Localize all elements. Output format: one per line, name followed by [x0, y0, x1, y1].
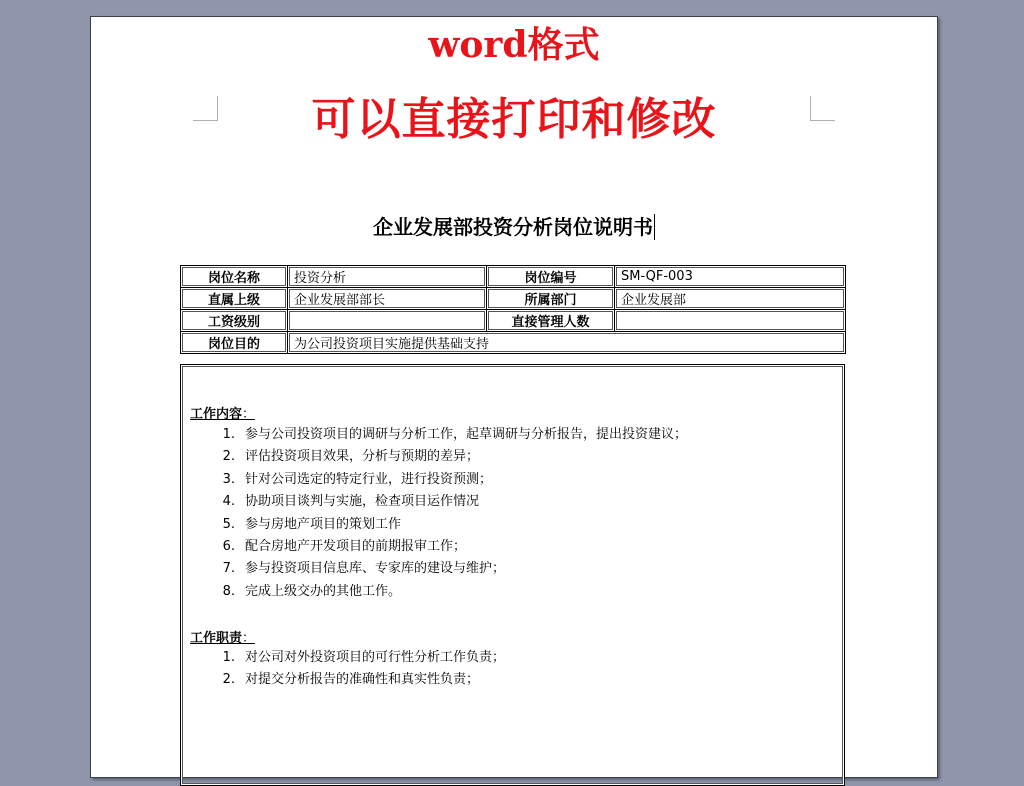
list-item: [215, 536, 687, 558]
work-content-heading: [190, 403, 255, 422]
duties-list: [215, 647, 505, 692]
list-item-number: 1.: [222, 650, 235, 665]
job-info-table: [180, 265, 846, 354]
list-item: [215, 581, 687, 603]
list-item-text: 配合房地产开发项目的前期报审工作；: [245, 538, 467, 554]
department-value[interactable]: 企业发展部: [615, 288, 846, 310]
list-item-text: 完成上级交办的其他工作。: [245, 583, 402, 599]
list-item: [215, 558, 687, 580]
text-cursor: [654, 214, 655, 240]
position-code-label: 岗位编号: [487, 266, 615, 288]
list-item-number: 4.: [222, 494, 235, 510]
position-name-label: 岗位名称: [181, 266, 288, 288]
list-item: [215, 669, 505, 691]
duties-title: 工作职责: [190, 631, 243, 646]
margin-corner-left: [193, 96, 218, 121]
list-item: [215, 514, 687, 536]
salary-grade-value[interactable]: [288, 310, 487, 332]
document-page: [90, 16, 938, 778]
list-item-number: 6.: [222, 538, 235, 554]
list-item: [215, 446, 687, 468]
position-purpose-label: 岗位目的: [181, 332, 288, 354]
position-name-value[interactable]: 投资分析: [288, 266, 487, 288]
list-item: [215, 647, 505, 669]
list-item-text: 评估投资项目效果，分析与预期的差异；: [245, 449, 480, 465]
list-item-text: 参与公司投资项目的调研与分析工作，起草调研与分析报告，提出投资建议；: [245, 427, 688, 442]
table-row: [181, 288, 846, 310]
promo-printable-editable: 可以直接打印和修改: [311, 94, 717, 145]
table-row: [181, 310, 846, 332]
job-description-box[interactable]: [180, 364, 845, 786]
list-item-number: 2.: [222, 672, 235, 688]
promo-word-format: word格式: [428, 24, 600, 66]
list-item-number: 1.: [222, 427, 235, 442]
work-content-colon: ：: [242, 407, 256, 422]
duties-colon: ：: [242, 631, 256, 646]
margin-corner-right: [810, 96, 835, 121]
list-item: [215, 469, 687, 491]
document-title-text: 企业发展部投资分析岗位说明书: [373, 215, 653, 239]
table-row: [181, 332, 846, 354]
list-item-text: 对公司对外投资项目的可行性分析工作负责；: [245, 650, 506, 665]
direct-superior-label: 直属上级: [181, 288, 288, 310]
direct-reports-label: 直接管理人数: [487, 310, 615, 332]
department-label: 所属部门: [487, 288, 615, 310]
list-item-text: 对提交分析报告的准确性和真实性负责；: [245, 672, 480, 688]
salary-grade-label: 工资级别: [181, 310, 288, 332]
list-item-number: 7.: [222, 561, 235, 577]
list-item-number: 2.: [222, 449, 235, 465]
list-item-number: 3.: [222, 471, 235, 487]
list-item-text: 参与房地产项目的策划工作: [245, 516, 402, 532]
list-item-number: 5.: [222, 516, 235, 532]
work-content-title: 工作内容: [190, 407, 243, 422]
direct-superior-value[interactable]: 企业发展部部长: [288, 288, 487, 310]
list-item: [215, 491, 687, 513]
work-content-list: [215, 424, 687, 603]
direct-reports-value[interactable]: [615, 310, 846, 332]
table-row: [181, 266, 846, 288]
list-item-text: 协助项目谈判与实施，检查项目运作情况: [245, 494, 480, 510]
position-purpose-value[interactable]: 为公司投资项目实施提供基础支持: [288, 332, 846, 354]
list-item-text: 参与投资项目信息库、专家库的建设与维护；: [245, 561, 506, 577]
list-item-number: 8.: [222, 583, 235, 599]
duties-heading: [190, 627, 255, 646]
list-item: [215, 424, 687, 446]
position-code-value[interactable]: SM-QF-003: [615, 266, 846, 288]
list-item-text: 针对公司选定的特定行业，进行投资预测；: [245, 471, 493, 487]
document-title[interactable]: [91, 211, 937, 240]
